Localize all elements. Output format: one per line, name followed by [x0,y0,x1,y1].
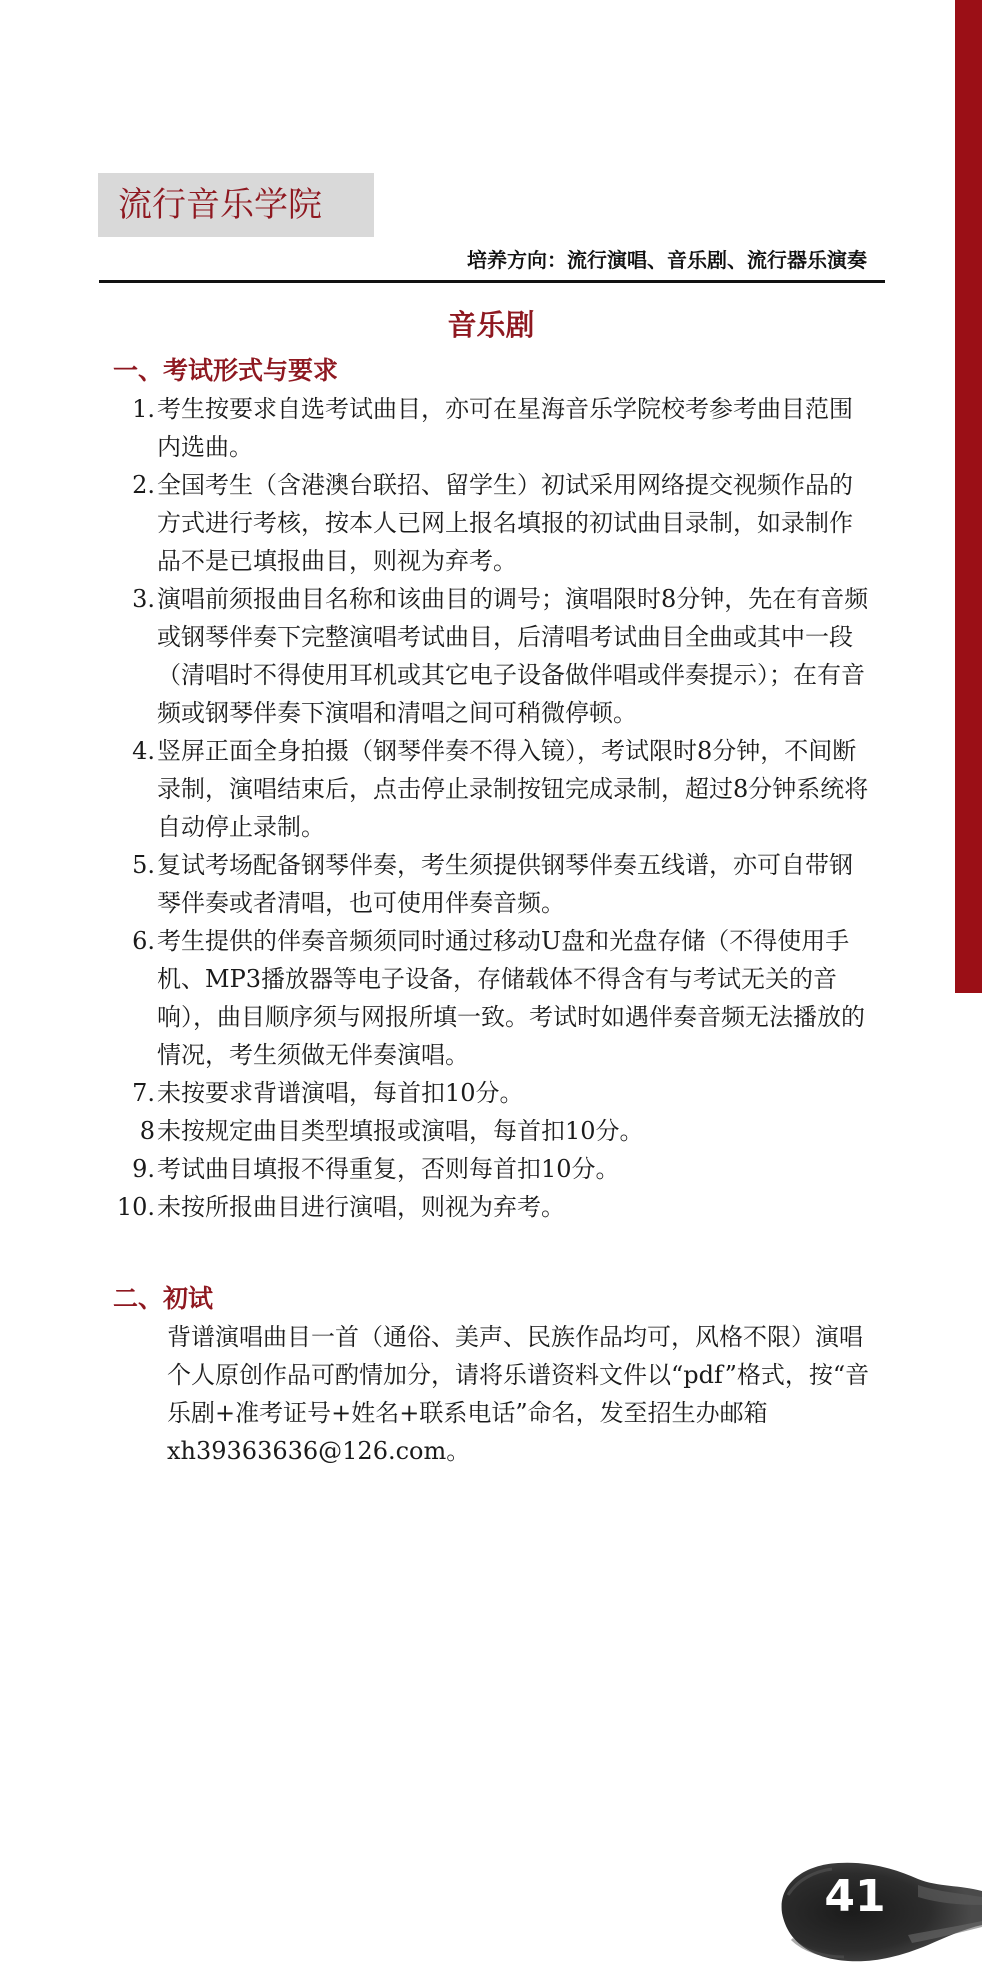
list-item [113,922,873,1074]
list-item-number: 10. [116,1193,155,1221]
section-title-preliminary: 二、初试 [113,1284,214,1313]
list-item [113,1188,873,1226]
main-content [113,352,873,1470]
school-title-box [98,173,374,237]
header-divider [99,280,885,283]
side-accent-bar [955,0,982,993]
list-item [113,732,873,846]
list-item [113,390,873,466]
list-item-text: 未按规定曲目类型填报或演唱，每首扣10分。 [157,1117,644,1145]
list-item-number: 9. [132,1155,155,1183]
list-item-number: 1. [132,395,155,423]
list-item [113,580,873,732]
list-item [113,1112,873,1150]
list-item-text: 考生提供的伴奏音频须同时通过移动U盘和光盘存储（不得使用手机、MP3播放器等电子设备，存储载体不得含有与考试无关的音响），曲目顺序须与网报所填一致。考试时如遇伴奏音频无法播放的情况，考生须做无伴奏演唱。 [157,927,865,1069]
list-item-text: 考试曲目填报不得重复，否则每首扣10分。 [157,1155,620,1183]
list-item-text: 竖屏正面全身拍摄（钢琴伴奏不得入镜），考试限时8分钟，不间断录制，演唱结束后，点击停止录制按钮完成录制，超过8分钟系统将自动停止录制。 [157,737,869,841]
list-item-number: 2. [132,471,155,499]
list-item-text: 考生按要求自选考试曲目，亦可在星海音乐学院校考参考曲目范围内选曲。 [157,395,853,461]
list-item-number: 4. [132,737,155,765]
page-heading: 音乐剧 [447,308,535,342]
section-spacer [113,1226,873,1280]
preliminary-text: 背谱演唱曲目一首（通俗、美声、民族作品均可，风格不限）演唱个人原创作品可酌情加分，请将乐谱资料文件以“pdf”格式，按“音乐剧+准考证号+姓名+联系电话”命名，发至招生办邮箱xh39363636@126.com。 [167,1323,870,1465]
requirements-list [113,390,873,1226]
list-item [113,1150,873,1188]
list-item-number: 7. [132,1079,155,1107]
list-item-text: 未按要求背谱演唱，每首扣10分。 [157,1079,524,1107]
list-item-text: 复试考场配备钢琴伴奏，考生须提供钢琴伴奏五线谱，亦可自带钢琴伴奏或者清唱，也可使用伴奏音频。 [157,851,853,917]
list-item-number: 3. [132,585,155,613]
list-item-number: 6. [132,927,155,955]
list-item-text: 全国考生（含港澳台联招、留学生）初试采用网络提交视频作品的方式进行考核，按本人已网上报名填报的初试曲目录制，如录制作品不是已填报曲目，则视为弃考。 [157,471,853,575]
list-item-text: 演唱前须报曲目名称和该曲目的调号；演唱限时8分钟，先在有音频或钢琴伴奏下完整演唱考试曲目，后清唱考试曲目全曲或其中一段（清唱时不得使用耳机或其它电子设备做伴唱或伴奏提示）；在有音频或钢琴伴奏下演唱和清唱之间可稍微停顿。 [157,585,869,727]
list-item [113,466,873,580]
school-title: 流行音乐学院 [118,185,322,225]
page-number: 41 [824,1871,886,1922]
list-item [113,1074,873,1112]
list-item [113,846,873,922]
section-title-requirements: 一、考试形式与要求 [113,356,339,385]
page-number-badge [760,1855,982,1965]
list-item-number: 5. [132,851,155,879]
training-direction: 培养方向：流行演唱、音乐剧、流行器乐演奏 [467,248,867,272]
list-item-number: 8 [139,1117,155,1145]
list-item-text: 未按所报曲目进行演唱，则视为弃考。 [157,1193,565,1221]
